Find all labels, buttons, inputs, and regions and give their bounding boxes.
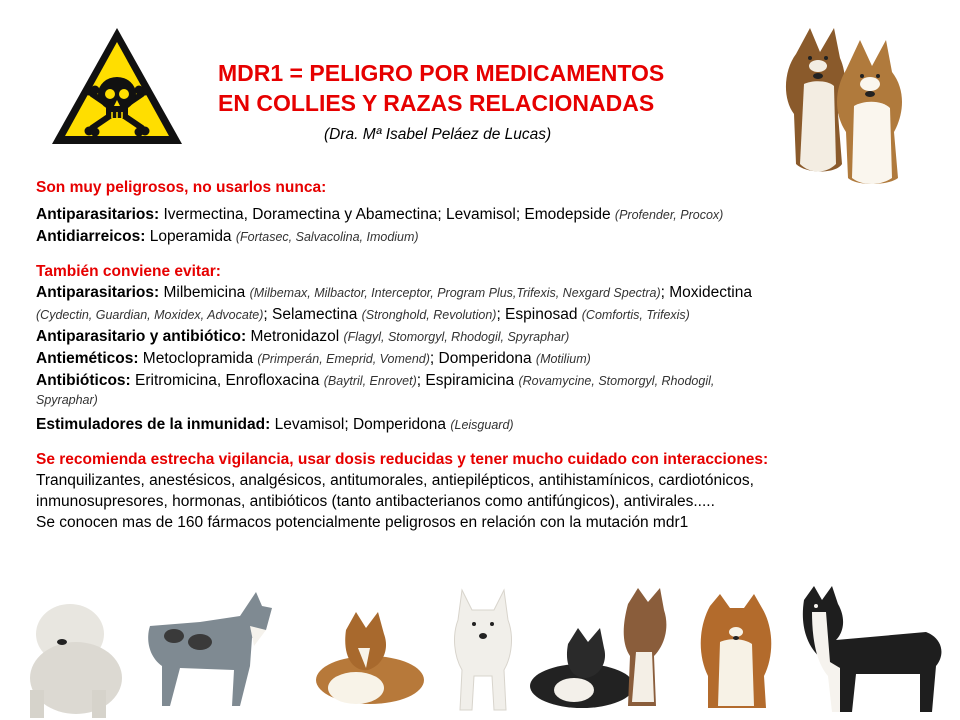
drug-text: Loperamida — [145, 228, 236, 245]
drug-text: ; Moxidectina — [660, 284, 752, 301]
title-line-2: EN COLLIES Y RAZAS RELACIONADAS — [218, 90, 655, 116]
brand-names: (Milbemax, Milbactor, Interceptor, Program Plus,Trifexis, Nexgard Spectra) — [249, 286, 661, 300]
line-antiparasitarios-2b — [36, 304, 940, 326]
title-line-1: MDR1 = PELIGRO POR MEDICAMENTOS — [218, 60, 665, 86]
skull-crossbones-warning-icon — [48, 24, 186, 148]
line-antidiarreicos — [36, 226, 940, 248]
brand-names: (Rovamycine, Stomorgyl, Rhodogil, — [518, 374, 715, 388]
line-antiparasitarios-2a — [36, 282, 940, 304]
section-avoid-heading: También conviene evitar: — [36, 263, 221, 280]
drug-text: ; Espiramicina — [416, 372, 519, 389]
brand-names: (Profender, Procox) — [614, 208, 724, 222]
drug-list — [36, 178, 940, 533]
category-label: Estimuladores de la inmunidad: — [36, 416, 271, 433]
brand-names: (Comfortis, Trifexis) — [581, 308, 690, 322]
drug-text: ; Espinosad — [496, 306, 582, 323]
brand-names: (Cydectin, Guardian, Moxidex, Advocate) — [36, 308, 264, 322]
brand-names: (Stronghold, Revolution) — [361, 308, 497, 322]
drug-text: Milbemicina — [159, 284, 250, 301]
drug-text: ; Selamectina — [263, 306, 362, 323]
author: (Dra. Mª Isabel Peláez de Lucas) — [324, 126, 552, 143]
category-label: Antiparasitario y antibiótico: — [36, 328, 247, 345]
drug-text: ; Domperidona — [429, 350, 536, 367]
brand-names: (Flagyl, Stomorgyl, Rhodogil, Spyraphar) — [343, 330, 570, 344]
brand-names: (Fortasec, Salvacolina, Imodium) — [235, 230, 419, 244]
caution-line-2: inmunosupresores, hormonas, antibióticos (tanto antibacterianos como antifúngicos), antivirales..... — [36, 493, 715, 510]
rough-collie-lying — [286, 610, 426, 710]
caution-line-3: Se conocen mas de 160 fármacos potencialmente peligrosos en relación con la mutación mdr1 — [36, 514, 689, 531]
brand-names: (Motilium) — [535, 352, 591, 366]
page-title — [218, 58, 664, 118]
category-label: Antiparasitarios: — [36, 284, 160, 301]
australian-shepherds-group — [528, 582, 688, 712]
border-collie — [786, 582, 948, 714]
breeds-photo-row — [0, 580, 960, 720]
line-antiemeticos — [36, 348, 940, 370]
line-estimuladores — [36, 414, 940, 436]
category-label: Antidiarreicos: — [36, 228, 146, 245]
white-swiss-shepherd — [438, 580, 528, 712]
section-caution-heading: Se recomienda estrecha vigilancia, usar dosis reducidas y tener mucho cuidado con interacciones: — [36, 451, 769, 468]
smooth-collie-merle — [140, 586, 276, 710]
brand-names: (Primperán, Emeprid, Vomend) — [257, 352, 430, 366]
drug-text: Ivermectina, Doramectina y Abamectina; Levamisol; Emodepside — [159, 206, 615, 223]
section-dangerous-heading: Son muy peligrosos, no usarlos nunca: — [36, 179, 327, 196]
category-label: Antibióticos: — [36, 372, 131, 389]
line-antibioticos-b — [36, 392, 940, 408]
drug-text: Metoclopramida — [138, 350, 258, 367]
line-antiparasitarios-1 — [36, 204, 940, 226]
brand-names: (Leisguard) — [450, 418, 514, 432]
two-rough-collies-photo — [776, 14, 936, 186]
category-label: Antiparasitarios: — [36, 206, 160, 223]
drug-text: Eritromicina, Enrofloxacina — [130, 372, 324, 389]
brand-names: Spyraphar) — [36, 393, 98, 407]
line-antiparasitario-antibiotico — [36, 326, 940, 348]
drug-text: Metronidazol — [246, 328, 344, 345]
old-english-sheepdog — [12, 594, 132, 720]
caution-line-1: Tranquilizantes, anestésicos, analgésicos, antitumorales, antiepilépticos, antihistamínicos, cardiotónicos, — [36, 472, 754, 489]
brand-names: (Baytril, Enrovet) — [323, 374, 417, 388]
drug-text: Levamisol; Domperidona — [270, 416, 451, 433]
shetland-sheepdog — [688, 592, 784, 710]
category-label: Antieméticos: — [36, 350, 139, 367]
line-antibioticos-a — [36, 370, 940, 392]
